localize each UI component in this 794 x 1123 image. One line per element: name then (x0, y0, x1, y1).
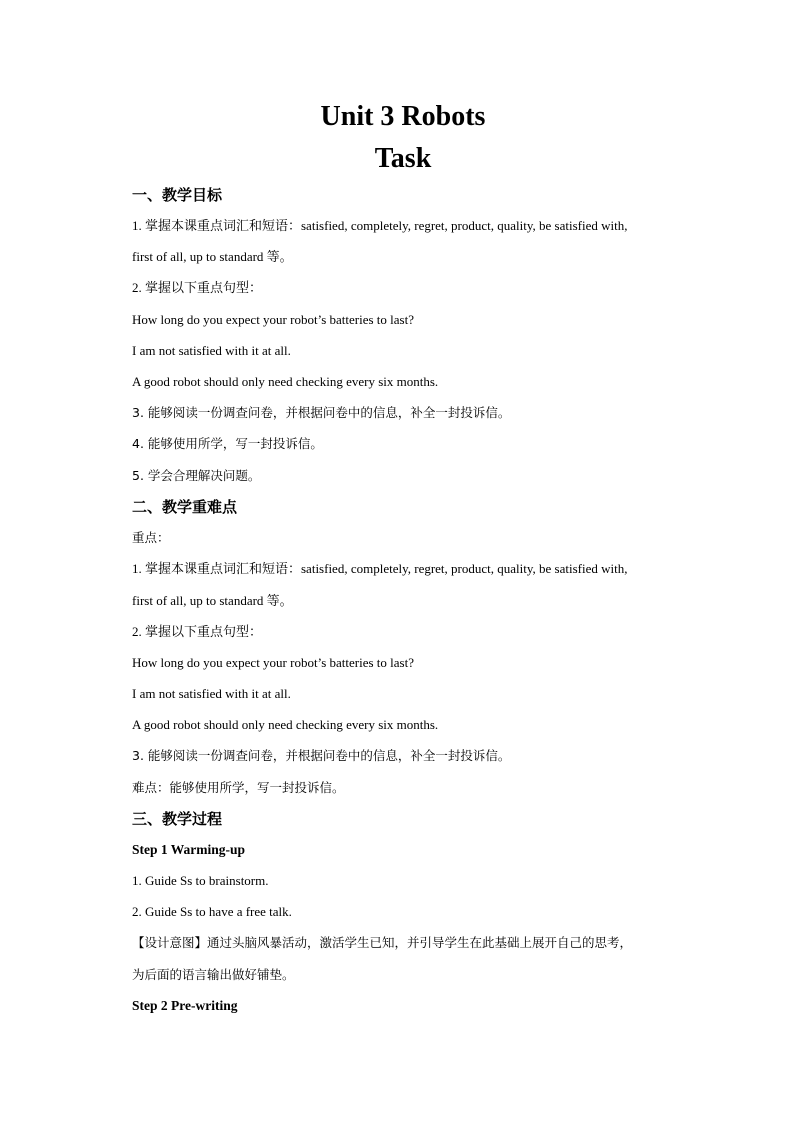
key-point-line: I am not satisfied with it at all. (132, 686, 291, 701)
section-heading-procedure: 三、教学过程 (132, 810, 223, 828)
step-heading: Step 1 Warming-up (132, 842, 246, 857)
objective-line: A good robot should only need checking every six months. (132, 374, 439, 389)
key-point-line: 2. 掌握以下重点句型： (132, 624, 263, 639)
step-heading: Step 2 Pre-writing (132, 998, 238, 1013)
document-title: Unit 3 Robots (320, 101, 486, 132)
section-heading-objectives: 一、教学目标 (132, 186, 223, 204)
objective-line: How long do you expect your robot’s batteries to last? (132, 312, 414, 327)
objective-line: 5. 学会合理解决问题。 (132, 468, 261, 483)
objective-line: first of all, up to standard 等。 (132, 249, 293, 264)
objective-line: 3. 能够阅读一份调查问卷，并根据问卷中的信息，补全一封投诉信。 (132, 405, 511, 420)
objective-line: 4. 能够使用所学，写一封投诉信。 (132, 436, 323, 451)
key-point-line: 1. 掌握本课重点词汇和短语：satisfied, completely, regret, product, quality, be satisfied with, (132, 561, 628, 576)
section-heading-key-points: 二、教学重难点 (132, 498, 238, 516)
step-line: 1. Guide Ss to brainstorm. (132, 873, 269, 888)
difficulty-line: 难点：能够使用所学，写一封投诉信。 (132, 780, 345, 795)
key-point-line: How long do you expect your robot’s batteries to last? (132, 655, 414, 670)
objective-line: 1. 掌握本课重点词汇和短语：satisfied, completely, regret, product, quality, be satisfied with, (132, 218, 628, 233)
document-subtitle: Task (374, 143, 432, 174)
key-point-line: first of all, up to standard 等。 (132, 593, 293, 608)
key-point-line: 3. 能够阅读一份调查问卷，并根据问卷中的信息，补全一封投诉信。 (132, 748, 511, 763)
objective-line: I am not satisfied with it at all. (132, 343, 291, 358)
step-line: 2. Guide Ss to have a free talk. (132, 904, 292, 919)
design-intent-line: 为后面的语言输出做好铺垫。 (132, 967, 295, 982)
key-point-line: A good robot should only need checking every six months. (132, 717, 439, 732)
key-point-label: 重点： (132, 530, 170, 545)
design-intent-line: 【设计意图】通过头脑风暴活动，激活学生已知，并引导学生在此基础上展开自己的思考， (132, 935, 633, 950)
objective-line: 2. 掌握以下重点句型： (132, 280, 263, 295)
